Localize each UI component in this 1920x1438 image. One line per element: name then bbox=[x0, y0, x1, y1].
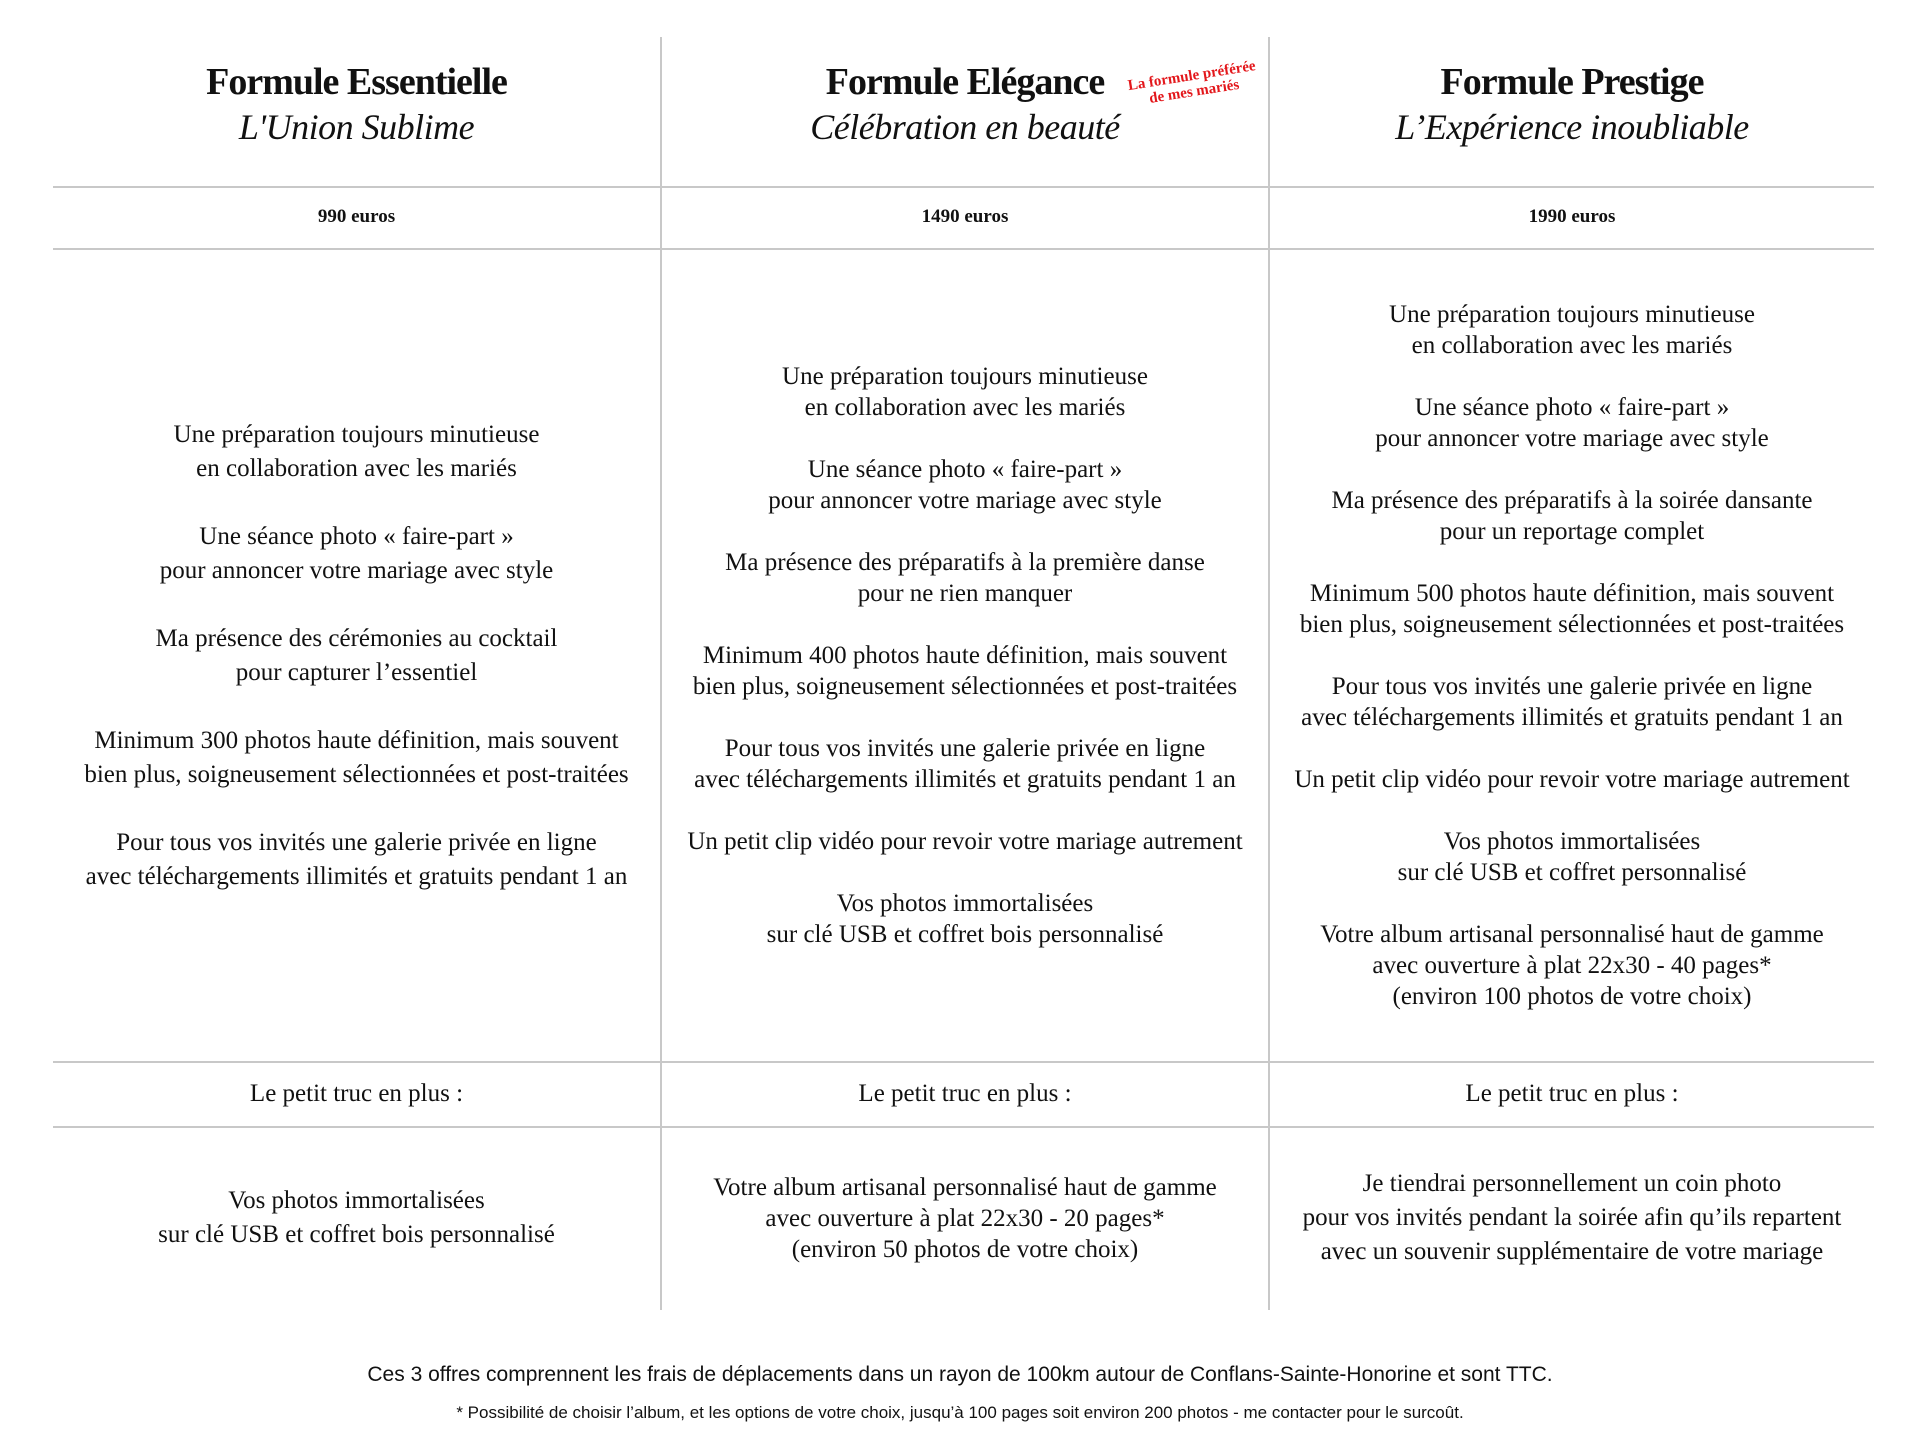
plan-header-essentielle bbox=[53, 60, 660, 170]
features-list bbox=[1294, 299, 1849, 1012]
features-cell-elegance bbox=[662, 250, 1268, 1061]
footer bbox=[0, 1360, 1920, 1426]
extra-label-cell-elegance bbox=[662, 1061, 1268, 1126]
extra-label-cell-essentielle bbox=[53, 1061, 660, 1126]
plan-price: 1990 euros bbox=[1528, 206, 1616, 227]
plan-header-prestige bbox=[1270, 60, 1874, 170]
extra-cell-elegance bbox=[662, 1128, 1268, 1308]
extra-text: Vos photos immortalisées sur clé USB et coffret bois personnalisé bbox=[158, 1187, 555, 1248]
feature-item: Votre album artisanal personnalisé haut de gamme avec ouverture à plat 22x30 - 40 pages* (environ 100 photos de votre choix) bbox=[1320, 921, 1824, 1010]
feature-item: Une séance photo « faire-part » pour annoncer votre mariage avec style bbox=[768, 456, 1162, 514]
feature-item: Ma présence des préparatifs à la première danse pour ne rien manquer bbox=[725, 549, 1205, 607]
feature-item: Minimum 300 photos haute définition, mais souvent bien plus, soigneusement sélectionnées et post-traitées bbox=[84, 726, 629, 788]
feature-item: Ma présence des cérémonies au cocktail pour capturer l’essentiel bbox=[155, 624, 558, 686]
feature-item: Une préparation toujours minutieuse en collaboration avec les mariés bbox=[1389, 301, 1755, 359]
feature-item: Une séance photo « faire-part » pour annoncer votre mariage avec style bbox=[159, 522, 554, 584]
plan-name: Formule Elégance bbox=[825, 61, 1105, 103]
favorite-badge: La formule préférée de mes mariés bbox=[1126, 58, 1257, 107]
feature-item: Un petit clip vidéo pour revoir votre mariage autrement bbox=[687, 828, 1243, 855]
extra-label: Le petit truc en plus : bbox=[1465, 1079, 1679, 1107]
extra-cell-prestige bbox=[1270, 1128, 1874, 1308]
feature-item: Pour tous vos invités une galerie privée en ligne avec téléchargements illimités et gratuits pendant 1 an bbox=[85, 828, 628, 890]
plan-subtitle: L'Union Sublime bbox=[238, 107, 475, 147]
feature-item: Minimum 500 photos haute définition, mais souvent bien plus, soigneusement sélectionnées et post-traitées bbox=[1299, 580, 1845, 638]
extra-text: Je tiendrai personnellement un coin photo pour vos invités pendant la soirée afin qu’ils repartent avec un souvenir supplémentaire de votre mariage bbox=[1302, 1170, 1842, 1265]
footer-note-text: * Possibilité de choisir l’album, et les options de votre choix, jusqu’à 100 pages soit environ 200 photos - me contacter pour le surcoût. bbox=[456, 1403, 1464, 1422]
feature-item: Minimum 400 photos haute définition, mais souvent bien plus, soigneusement sélectionnées et post-traitées bbox=[692, 642, 1238, 700]
price-cell-essentielle bbox=[53, 186, 660, 248]
features-list bbox=[687, 361, 1242, 950]
price-cell-prestige bbox=[1270, 186, 1874, 248]
feature-item: Un petit clip vidéo pour revoir votre mariage autrement bbox=[1294, 766, 1850, 793]
plan-name: Formule Prestige bbox=[1440, 61, 1704, 103]
plan-name: Formule Essentielle bbox=[206, 61, 507, 103]
feature-item: Pour tous vos invités une galerie privée en ligne avec téléchargements illimités et gratuits pendant 1 an bbox=[694, 735, 1236, 793]
plan-subtitle: Célébration en beauté bbox=[810, 107, 1120, 147]
feature-item: Une préparation toujours minutieuse en collaboration avec les mariés bbox=[173, 420, 540, 482]
price-cell-elegance bbox=[662, 186, 1268, 248]
feature-item: Vos photos immortalisées sur clé USB et coffret bois personnalisé bbox=[766, 890, 1164, 948]
feature-item: Pour tous vos invités une galerie privée en ligne avec téléchargements illimités et gratuits pendant 1 an bbox=[1301, 673, 1843, 731]
plan-subtitle: L’Expérience inoubliable bbox=[1395, 107, 1749, 147]
extra-label-cell-prestige bbox=[1270, 1061, 1874, 1126]
footer-main-text: Ces 3 offres comprennent les frais de déplacements dans un rayon de 100km autour de Conflans-Sainte-Honorine et sont TTC. bbox=[367, 1363, 1553, 1386]
extra-label: Le petit truc en plus : bbox=[858, 1079, 1072, 1107]
feature-item: Une préparation toujours minutieuse en collaboration avec les mariés bbox=[782, 363, 1148, 421]
feature-item: Vos photos immortalisées sur clé USB et coffret personnalisé bbox=[1397, 828, 1747, 886]
plan-price: 990 euros bbox=[317, 206, 396, 227]
extra-text: Votre album artisanal personnalisé haut de gamme avec ouverture à plat 22x30 - 20 pages* (environ 50 photos de votre choix) bbox=[713, 1173, 1217, 1263]
plan-price: 1490 euros bbox=[921, 206, 1009, 227]
features-list bbox=[84, 418, 628, 894]
feature-item: Ma présence des préparatifs à la soirée dansante pour un reportage complet bbox=[1331, 487, 1813, 545]
extra-label: Le petit truc en plus : bbox=[249, 1079, 464, 1107]
features-cell-prestige bbox=[1270, 250, 1874, 1061]
feature-item: Une séance photo « faire-part » pour annoncer votre mariage avec style bbox=[1375, 394, 1769, 452]
extra-cell-essentielle bbox=[53, 1128, 660, 1308]
features-cell-essentielle bbox=[53, 250, 660, 1061]
